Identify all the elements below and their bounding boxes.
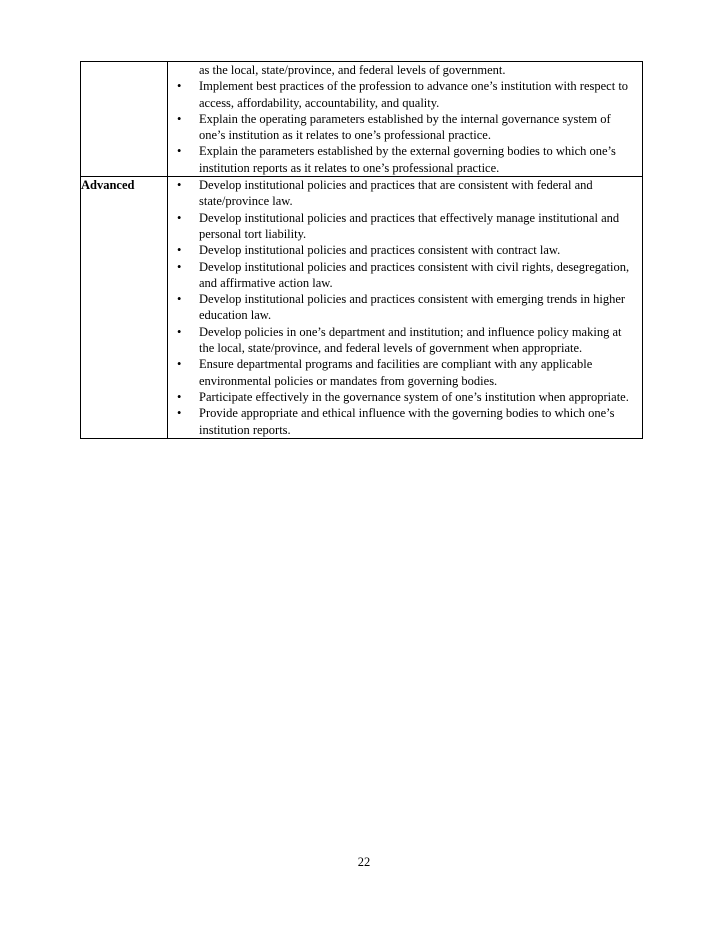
list-item bbox=[168, 62, 642, 78]
level-cell-advanced: Advanced bbox=[81, 177, 168, 439]
list-item bbox=[168, 177, 642, 210]
list-item-text: Ensure departmental programs and facilities are compliant with any applicable environmental policies or mandates from governing bodies. bbox=[199, 357, 593, 388]
competency-table bbox=[80, 61, 643, 439]
list-item bbox=[168, 324, 642, 357]
list-item-text: Explain the parameters established by the external governing bodies to which one’s institution reports as it relates to one’s professional practice. bbox=[199, 144, 616, 175]
list-item bbox=[168, 291, 642, 324]
list-item bbox=[168, 111, 642, 144]
list-item-text: as the local, state/province, and federal levels of government. bbox=[199, 63, 506, 77]
bullet-marker: • bbox=[177, 259, 182, 274]
page-number: 22 bbox=[357, 855, 371, 869]
list-item bbox=[168, 78, 642, 111]
list-item-text: Develop institutional policies and practices consistent with emerging trends in higher education law. bbox=[199, 292, 626, 323]
bullet-marker: • bbox=[177, 292, 182, 307]
list-item bbox=[168, 210, 642, 243]
bullet-marker: • bbox=[177, 210, 182, 225]
level-cell bbox=[81, 62, 168, 177]
table-row-continued bbox=[81, 62, 643, 177]
list-item bbox=[168, 259, 642, 292]
bullet-list bbox=[168, 62, 642, 176]
table-row-advanced bbox=[81, 177, 643, 439]
list-item-text: Develop institutional policies and practices consistent with contract law. bbox=[199, 243, 561, 258]
list-item-text: Develop institutional policies and practices that are consistent with federal and state/province law. bbox=[199, 178, 593, 209]
list-item bbox=[168, 143, 642, 176]
bullet-marker: • bbox=[177, 324, 182, 339]
list-item-text: Develop institutional policies and practices consistent with civil rights, desegregation, and affirmative action law. bbox=[199, 259, 630, 290]
list-item-text: Implement best practices of the profession to advance one’s institution with respect to access, affordability, accountability, and quality. bbox=[199, 79, 629, 110]
list-item-text: Develop policies in one’s department and institution; and influence policy making at the local, state/province, and federal levels of government when appropriate. bbox=[199, 324, 622, 356]
bullet-list bbox=[168, 177, 642, 438]
bullet-marker: • bbox=[177, 79, 182, 94]
list-item-text: Provide appropriate and ethical influence with the governing bodies to which one’s institution reports. bbox=[199, 406, 615, 437]
bullet-marker: • bbox=[177, 357, 182, 372]
list-item bbox=[168, 356, 642, 389]
bullet-marker: • bbox=[177, 111, 182, 126]
list-item bbox=[168, 242, 642, 258]
items-cell bbox=[168, 62, 643, 177]
list-item-text: Develop institutional policies and practices that effectively manage institutional and personal tort liability. bbox=[199, 210, 620, 241]
list-item-text: Participate effectively in the governance system of one’s institution when appropriate. bbox=[199, 389, 629, 404]
items-cell bbox=[168, 177, 643, 439]
bullet-marker: • bbox=[177, 178, 182, 193]
list-item-text: Explain the operating parameters established by the internal governance system of one’s institution as it relates to one’s professional practice. bbox=[199, 111, 611, 143]
bullet-marker: • bbox=[177, 389, 182, 404]
bullet-marker: • bbox=[177, 243, 182, 258]
list-item bbox=[168, 405, 642, 438]
list-item bbox=[168, 389, 642, 405]
bullet-marker: • bbox=[177, 144, 182, 159]
bullet-marker: • bbox=[177, 406, 182, 421]
